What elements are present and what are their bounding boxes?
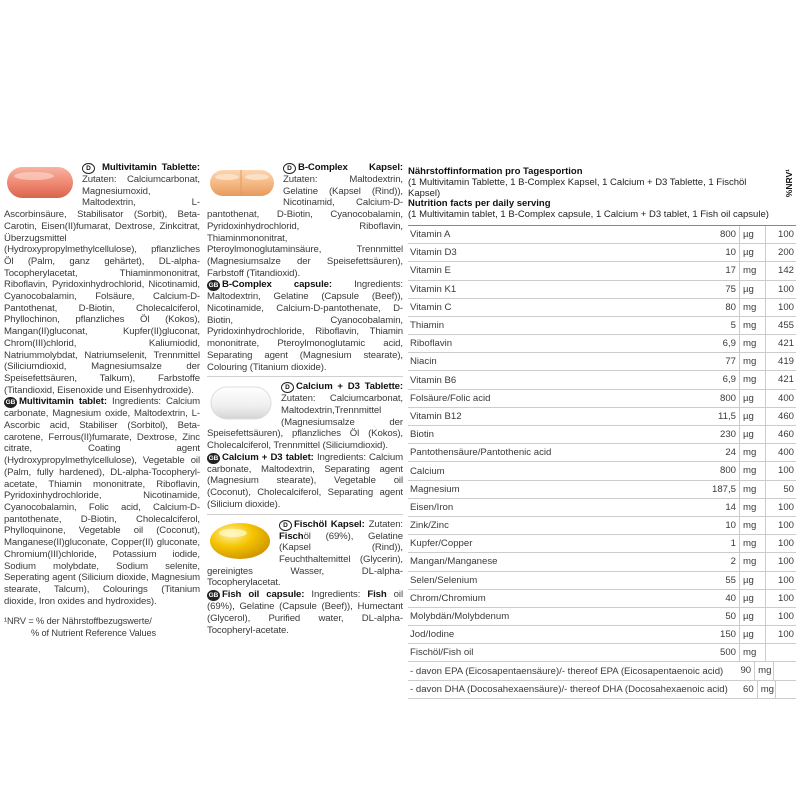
- nutrient-name: Jod/Iodine: [410, 629, 455, 641]
- fishoil-allergen-de: Fisch: [279, 530, 304, 542]
- nutrient-name: Riboflavin: [410, 338, 453, 350]
- nutrient-nrv: 100: [777, 501, 794, 513]
- nutrient-nrv: 100: [777, 538, 794, 550]
- nutrient-amount: 14: [696, 499, 740, 516]
- nutrient-name: Vitamin K1: [410, 283, 457, 295]
- nutrient-name: Selen/Selenium: [410, 574, 478, 586]
- bcomplex-title-de: B-Complex Kapsel:: [298, 162, 403, 173]
- nutrient-name: Chrom/Chromium: [410, 592, 486, 604]
- nutrient-nrv: [766, 644, 796, 661]
- nutrient-nrv: 100: [777, 592, 794, 604]
- table-row: [408, 226, 796, 244]
- table-row: [408, 608, 796, 626]
- nutrient-amount: 1: [696, 535, 740, 552]
- fishoil-section: [207, 519, 403, 637]
- nutrient-name: Vitamin C: [410, 301, 452, 313]
- table-row: [408, 353, 796, 371]
- nutrition-serving-en: (1 Multivitamin tablet, 1 B-Complex capsule, 1 Calcium + D3 tablet, 1 Fish oil capsule): [408, 209, 769, 221]
- nutrient-unit: mg: [740, 499, 766, 516]
- fishoil-title-de: Fischöl Kapsel:: [294, 518, 365, 530]
- nutrient-unit: mg: [755, 662, 774, 679]
- nutrient-name: Vitamin B12: [410, 410, 462, 422]
- nutrition-title-de: Nährstoffinformation pro Tagesportion: [408, 166, 583, 177]
- nutrient-amount: 10: [696, 517, 740, 534]
- country-code-de: D: [281, 382, 294, 393]
- footnote-line-2: % of Nutrient Reference Values: [31, 628, 157, 639]
- table-row: [408, 262, 796, 280]
- nutrient-unit: mg: [740, 444, 766, 461]
- nutrient-nrv: 419: [777, 356, 794, 368]
- nutrient-amount: 187,5: [696, 481, 740, 498]
- country-code-de: D: [283, 163, 296, 174]
- fishoil-ingredients-en: oil (69%), Gelatine (Capsule (Beef)), Humectant (Glycerol), Purified water, DL-alpha-Tocopheryl-acetate.: [207, 589, 403, 636]
- bcomplex-title-en: B-Complex capsule:: [222, 279, 332, 291]
- country-code-de: D: [279, 520, 292, 531]
- nutrient-amount: 150: [696, 626, 740, 643]
- nutrient-nrv: 200: [777, 247, 794, 259]
- nutrient-nrv: 400: [777, 447, 794, 459]
- nutrient-unit: µg: [740, 626, 766, 643]
- multivitamin-lead-en: Ingredients:: [106, 396, 167, 408]
- nutrient-name: - davon EPA (Eicosapentaensäure)/- thereof EPA (Eicosapentaenoic acid): [410, 665, 724, 677]
- nutrient-amount: 10: [696, 244, 740, 261]
- nutrient-nrv: 100: [777, 610, 794, 622]
- nutrient-unit: mg: [740, 462, 766, 479]
- table-row: [408, 553, 796, 571]
- multivitamin-title-de: Multivitamin Tablette:: [101, 162, 200, 173]
- table-row: [408, 572, 796, 590]
- nutrient-name: Vitamin B6: [410, 374, 457, 386]
- table-row: [408, 481, 796, 499]
- nutrient-name: Zink/Zinc: [410, 520, 449, 532]
- nutrient-unit: µg: [740, 572, 766, 589]
- multivitamin-column: [4, 162, 200, 639]
- nutrient-unit: mg: [740, 299, 766, 316]
- nutrient-name: Pantothensäure/Pantothenic acid: [410, 447, 552, 459]
- nutrient-nrv: [774, 662, 796, 679]
- table-row: [408, 408, 796, 426]
- nutrient-name: Eisen/Iron: [410, 501, 454, 513]
- calcium-ingredients-en: Ingredients: Calcium carbonate, Maltodextrin, Separating agent (Magnesium stearate), Vegetable oil (Coconut), Cholecalciferol, Separating agent (Silicium dioxide).: [207, 451, 404, 510]
- nutrient-amount: 24: [696, 444, 740, 461]
- nutrient-nrv: 100: [777, 465, 794, 477]
- nrv-column-label: %NRV¹: [784, 169, 795, 198]
- nutrient-amount: 17: [696, 262, 740, 279]
- nutrient-amount: 6,9: [696, 335, 740, 352]
- table-row: [408, 317, 796, 335]
- nutrient-nrv: 100: [777, 556, 794, 568]
- nutrient-unit: mg: [740, 335, 766, 352]
- multivitamin-section: [4, 162, 200, 607]
- section-divider: [207, 514, 403, 515]
- nutrient-name: - davon DHA (Docosahexaensäure)/- thereof DHA (Docosahexaenoic acid): [410, 683, 728, 695]
- nutrition-table: [408, 225, 796, 699]
- table-row: [408, 681, 796, 699]
- nutrient-amount: 800: [696, 226, 740, 243]
- calcium-title-de: Calcium + D3 Tablette:: [296, 381, 403, 393]
- nutrient-nrv: 455: [777, 319, 794, 331]
- nutrient-nrv: 421: [777, 338, 794, 350]
- nutrient-name: Vitamin D3: [410, 247, 457, 259]
- nutrient-amount: 2: [696, 553, 740, 570]
- nutrient-amount: 800: [696, 462, 740, 479]
- nutrient-unit: mg: [740, 262, 766, 279]
- fishoil-lead-de: Zutaten:: [364, 518, 403, 530]
- nutrient-unit: µg: [740, 281, 766, 298]
- country-code-gb: GB: [208, 454, 219, 462]
- table-row: [408, 644, 796, 662]
- nutrient-unit: mg: [740, 644, 766, 661]
- nutrient-amount: 11,5: [696, 408, 740, 425]
- table-row: [408, 281, 796, 299]
- nutrient-nrv: 100: [777, 301, 794, 313]
- multivitamin-lead-de: Zutaten:: [82, 174, 127, 185]
- nutrient-unit: µg: [740, 408, 766, 425]
- country-code-gb: GB: [5, 399, 16, 407]
- nutrient-nrv: [776, 681, 796, 698]
- multivitamin-title-en: Multivitamin tablet:: [19, 396, 107, 408]
- country-code-gb: GB: [208, 282, 219, 290]
- fishoil-lead-en: Ingredients:: [304, 589, 368, 601]
- nutrient-amount: 800: [696, 390, 740, 407]
- table-row: [408, 499, 796, 517]
- nutrition-facts: [408, 167, 796, 699]
- nutrient-amount: 60: [728, 681, 758, 698]
- nutrient-name: Calcium: [410, 465, 445, 477]
- table-row: [408, 444, 796, 462]
- nutrient-name: Molybdän/Molybdenum: [410, 611, 510, 623]
- nutrient-unit: µg: [740, 226, 766, 243]
- nutrition-title-en: Nutrition facts per daily serving: [408, 198, 551, 210]
- calcium-ingredients-de: Zutaten: Calciumcarbonat, Maltodextrin,Trennmittel (Magnesiumsalze der Speisefettsäuren), pflanzliches Öl (Kokos), Cholecalciferol, Trennmittel (Siliciumdioxid).: [207, 393, 403, 452]
- nutrient-unit: µg: [740, 608, 766, 625]
- nutrient-unit: mg: [740, 317, 766, 334]
- nutrient-unit: µg: [740, 426, 766, 443]
- multivitamin-tablet-icon: [4, 162, 76, 202]
- nutrient-amount: 6,9: [696, 371, 740, 388]
- table-row: [408, 390, 796, 408]
- nutrient-amount: 40: [696, 590, 740, 607]
- nutrient-amount: 77: [696, 353, 740, 370]
- table-row: [408, 517, 796, 535]
- nutrient-name: Thiamin: [410, 320, 445, 332]
- nutrient-name: Niacin: [410, 356, 437, 368]
- nutrient-amount: 75: [696, 281, 740, 298]
- nutrient-nrv: 100: [777, 629, 794, 641]
- bcomplex-ingredients-en: Ingredients: Maltodextrin, Gelatine (Capsule (Beef)), Nicotinamide, Calcium-D-pantothenate, D-Biotin, Cyanocobalamin, Pyridoxinhydrochloride, Riboflavin, Thiamin mononitrate, Pteroylmonoglutamic acid, Separating agent (Magnesium stearate), Colouring (Titanium dioxide).: [207, 279, 403, 373]
- nutrient-amount: 50: [696, 608, 740, 625]
- nutrient-amount: 5: [696, 317, 740, 334]
- supplement-column: [207, 162, 403, 638]
- fishoil-ingredients-de: öl (69%), Gelatine (Kapsel (Rind)), Feuchthaltemittel (Glycerin), gereinigtes Wasser, DL-alpha-Tocopherylacetat.: [207, 530, 403, 589]
- nutrient-nrv: 100: [777, 574, 794, 586]
- calcium-title-en: Calcium + D3 tablet:: [222, 451, 314, 463]
- nutrition-header: [408, 167, 796, 221]
- nutrient-nrv: 100: [777, 519, 794, 531]
- nutrient-name: Vitamin A: [410, 229, 451, 241]
- nutrient-unit: mg: [740, 553, 766, 570]
- nutrient-amount: 55: [696, 572, 740, 589]
- calcium-tablet-icon: [207, 381, 275, 423]
- nutrient-amount: 500: [696, 644, 740, 661]
- nutrient-unit: mg: [740, 371, 766, 388]
- nutrient-unit: µg: [740, 390, 766, 407]
- nutrient-unit: mg: [740, 517, 766, 534]
- multivitamin-ingredients-de: Calciumcarbonat, Magnesiumoxid, Maltodextrin, L-Ascorbinsäure, Stabilisator (Sorbit), Beta-Carotin, Eisen(II)fumarat, Dextrose, Zinkcitrat, Überzugsmittel (Hydroxypropylmethylcellulose), pflanzliches Öl (Palm, ganz gehärtet), DL-alpha-Tocopherylacetat, Thiaminmononitrat, Riboflavin, Pyridoxinhydrochlorid, Nicotinamid, Cyanocobalamin, Folsäure, Calcium-D-Pantothenat, D-Biotin, Cholecalciferol, Phyllochinon, pflanzliches Öl (Kokos), Mangan(II)gluconat, Kupfer(II)gluconat, Chrom(III)chlorid, Kaliumiodid, Natriummolybdat, Natriumselenit, Trennmittel (Siliciumdioxid, Magnesiumsalze der Speisefettsäuren, Talkum), Farbstoffe (Titandioxid, Eisenoxide und Eisenhydroxide).: [4, 174, 200, 396]
- table-row: [408, 462, 796, 480]
- calcium-section: [207, 381, 403, 510]
- nutrient-unit: mg: [758, 681, 776, 698]
- nutrition-serving-de: (1 Multivitamin Tablette, 1 B-Complex Kapsel, 1 Calcium + D3 Tablette, 1 Fischöl Kapsel): [408, 176, 747, 199]
- nrv-footnote: [4, 615, 200, 639]
- nutrient-nrv: 100: [777, 283, 794, 295]
- table-row: [408, 244, 796, 262]
- nutrient-nrv: 142: [777, 265, 794, 277]
- table-row: [408, 299, 796, 317]
- bcomplex-ingredients-de: Zutaten: Maltodextrin, Gelatine (Kapsel (Rind)), Nicotinamid, Calcium-D-pantothenat, D-Biotin, Cyanocobalamin, Pyridoxinhydrochlorid, Riboflavin, Thiaminmononitrat, Pteroylmonoglutaminsäure, Trennmittel (Magnesiumsalze der Speisefettsäuren), Farbstoff (Titandioxid).: [207, 174, 403, 279]
- nutrient-nrv: 50: [783, 483, 794, 495]
- nutrient-name: Mangan/Manganese: [410, 556, 498, 568]
- fishoil-allergen-en: Fish: [367, 589, 387, 601]
- fishoil-capsule-icon: [207, 519, 273, 563]
- country-code-de: D: [82, 163, 95, 174]
- table-row: [408, 335, 796, 353]
- country-code-gb: GB: [208, 592, 219, 600]
- nutrient-nrv: 460: [777, 410, 794, 422]
- nutrient-unit: mg: [740, 535, 766, 552]
- nutrient-nrv: 400: [777, 392, 794, 404]
- multivitamin-ingredients-en: Calcium carbonate, Magnesium oxide, Maltodextrin, L-Ascorbic acid, Stabiliser (Sorbitol), Beta-carotene, Ferrous(II)fumarate, Dextrose, Zinc citrate, Coating agent (Hydroxypropylmethylcellulose), Vegetable oil (Palm, fully hardened), DL-alpha-Tocopheryl-acetate, Thiamin mononitrate, Riboflavin, Pyridoxinhydrochloride, Nicotinamide, Cyanocobalamin, Folic acid, Calcium-D-pantothenate, D-Biotin, Cholecalciferol, Phylloquinone, Vegetable oil (Coconut), Manganese(II)gluconate, Copper(II) gluconate, Chromium(III)chloride, Potassium iodide, Sodium molybdate, Sodium selenite, Seperating agent (Silicium dioxide, Magnesium stearate, Talcum), Colourings (Titanium dioxide, Iron oxides and hydroxides).: [4, 396, 200, 607]
- nutrient-name: Fischöl/Fish oil: [410, 647, 474, 659]
- footnote-line-1: ¹NRV = % der Nährstoffbezugswerte/: [4, 616, 152, 627]
- nutrient-name: Biotin: [410, 429, 434, 441]
- bcomplex-section: [207, 162, 403, 373]
- table-row: [408, 426, 796, 444]
- nutrient-amount: 230: [696, 426, 740, 443]
- table-row: [408, 590, 796, 608]
- nutrient-name: Folsäure/Folic acid: [410, 392, 491, 404]
- table-row: [408, 626, 796, 644]
- nutrient-name: Vitamin E: [410, 265, 451, 277]
- nutrient-name: Kupfer/Copper: [410, 538, 473, 550]
- nutrient-nrv: 100: [777, 228, 794, 240]
- nutrient-unit: µg: [740, 590, 766, 607]
- nutrient-unit: mg: [740, 481, 766, 498]
- nutrient-unit: mg: [740, 353, 766, 370]
- table-row: [408, 662, 796, 680]
- nutrient-unit: µg: [740, 244, 766, 261]
- nutrient-nrv: 460: [777, 429, 794, 441]
- fishoil-title-en: Fish oil capsule:: [222, 589, 305, 601]
- table-row: [408, 371, 796, 389]
- nutrient-name: Magnesium: [410, 483, 460, 495]
- bcomplex-capsule-icon: [207, 162, 277, 202]
- nutrient-nrv: 421: [777, 374, 794, 386]
- table-row: [408, 535, 796, 553]
- nutrient-amount: 90: [723, 662, 755, 679]
- section-divider: [207, 376, 403, 377]
- nutrient-amount: 80: [696, 299, 740, 316]
